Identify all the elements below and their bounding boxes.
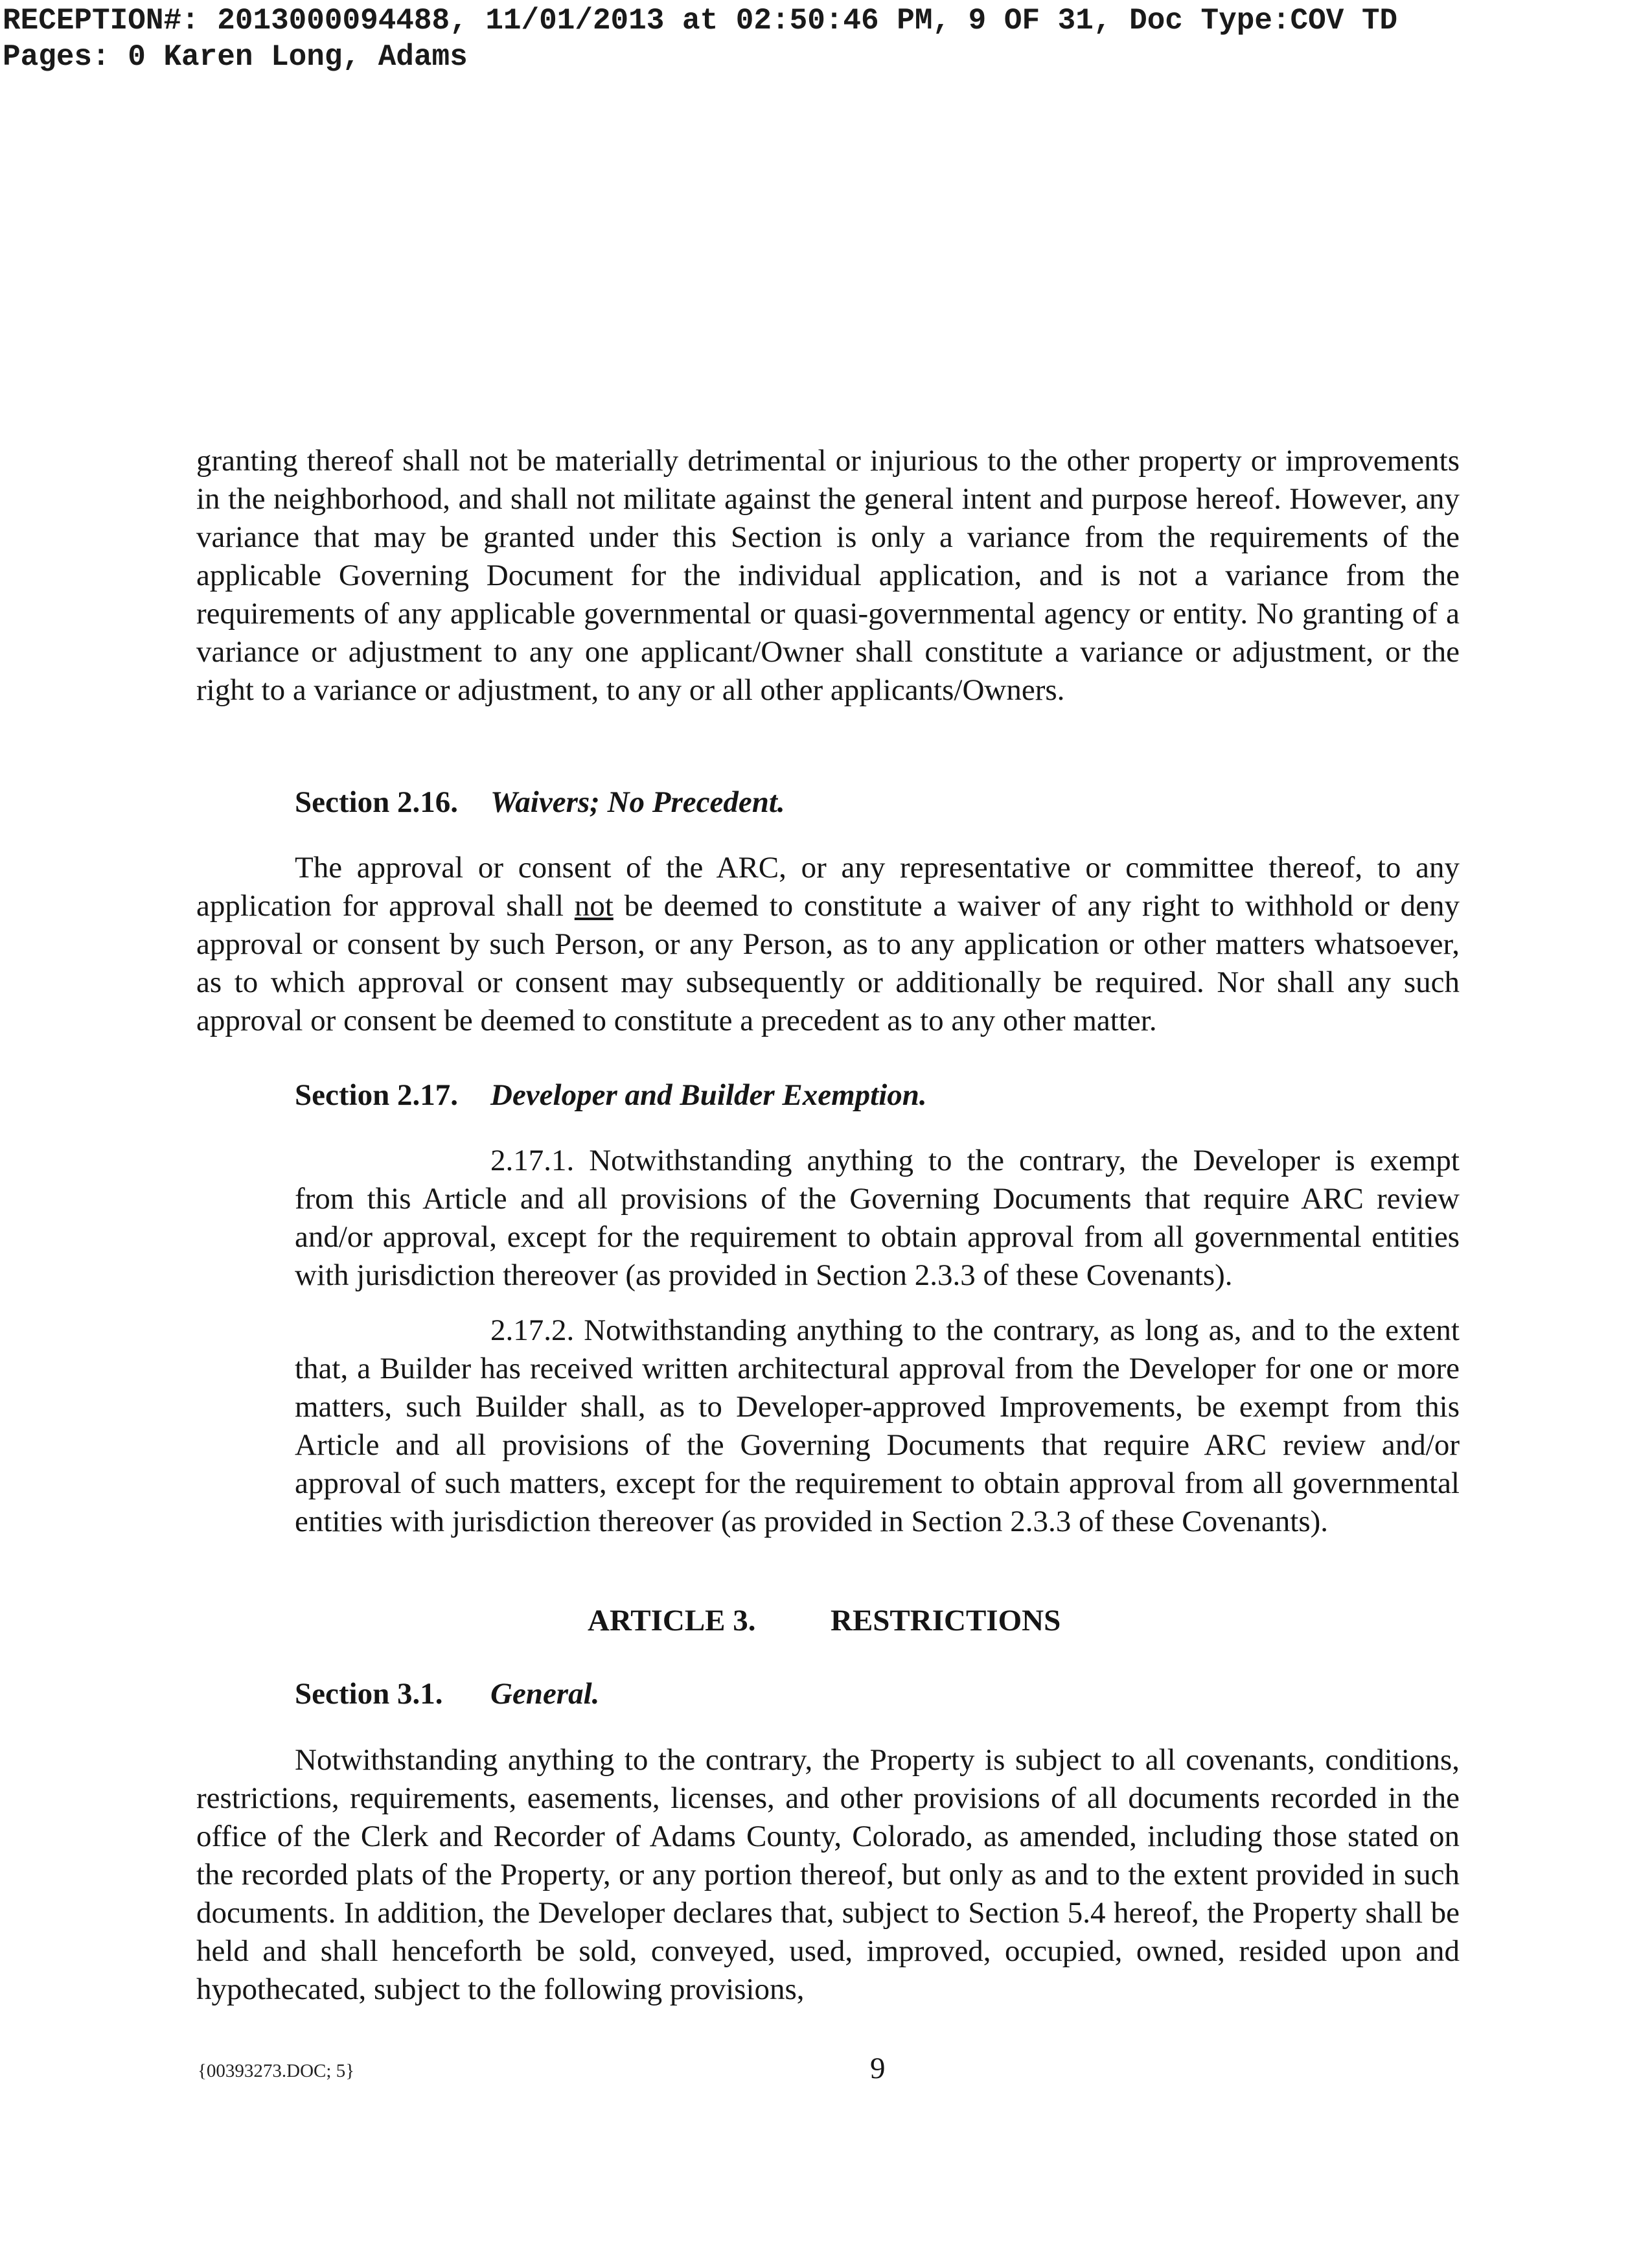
section-3-1-number: Section 3.1. [295,1677,443,1711]
section-2-16-heading [295,783,785,822]
recording-stamp-line-1: RECEPTION#: 2013000094488, 11/01/2013 at 02:50:46 PM, 9 OF 31, Doc Type:COV TD [3,4,1398,38]
subsection-2-17-2-paragraph [295,1312,1460,1541]
section-2-16-number: Section 2.16. [295,785,458,819]
section-2-16-title: Waivers; No Precedent. [490,785,785,819]
subsection-2-17-2-text: 2.17.2. Notwithstanding anything to the contrary, as long as, and to the extent that, a Builder has received written architectural approval from the Developer for one or more matters, such Builder shall, as to Developer-approved Improvements, be exempt from this Article and all provisions of the Governing Documents that require ARC review and/or approval of such matters, except for the requirement to obtain approval from all governmental entities with jurisdiction thereover (as provided in Section 2.3.3 of these Covenants). [295,1313,1460,1538]
section-2-16-text-part-2: be deemed to constitute a waiver of any right to withhold or deny approval or consent by such Person, or any Person, as to any application or other matters whatsoever, as to which approval or consent may subsequently or additionally be required. Nor shall any such approval or consent be deemed to constitute a precedent as to any other matter. [196,889,1460,1037]
section-2-16-text-part-1: The approval or consent of the ARC, or any representative or committee thereof, to any application for approval shall [196,851,1460,923]
section-3-1-text: Notwithstanding anything to the contrary, the Property is subject to all covenants, conditions, restrictions, requirements, easements, licenses, and other provisions of all documents recorded in the office of the Clerk and Recorder of Adams County, Colorado, as amended, including those stated on the recorded plats of the Property, or any portion thereof, but only as and to the extent provided in such documents. In addition, the Developer declares that, subject to Section 5.4 hereof, the Property shall be held and shall henceforth be sold, conveyed, used, improved, occupied, owned, resided upon and hypothecated, subject to the following provisions, [196,1743,1460,2006]
subsection-2-17-1-text: 2.17.1. Notwithstanding anything to the contrary, the Developer is exempt from this Article and all provisions of the Governing Documents that require ARC review and/or approval, except for the requirement to obtain approval from all governmental entities with jurisdiction thereover (as provided in Section 2.3.3 of these Covenants). [295,1144,1460,1292]
recording-stamp-header [3,3,1397,75]
section-3-1-title: General. [490,1677,600,1711]
section-2-17-title: Developer and Builder Exemption. [490,1078,927,1112]
page-number: 9 [870,2052,886,2085]
section-2-17-number: Section 2.17. [295,1078,458,1112]
section-3-1-paragraph [196,1741,1460,2009]
article-3-title: RESTRICTIONS [831,1604,1061,1637]
subsection-2-17-1-paragraph [295,1142,1460,1295]
section-2-17-heading [295,1076,927,1115]
section-2-16-underlined-word: not [574,889,614,923]
section-2-16-paragraph [196,849,1460,1040]
document-reference-footer: {00393273.DOC; 5} [198,2061,355,2081]
section-3-1-heading [295,1675,600,1713]
recording-stamp-line-2: Pages: 0 Karen Long, Adams [3,40,468,74]
continuation-paragraph: granting thereof shall not be materially detrimental or injurious to the other property or improvements in the neighborhood, and shall not militate against the general intent and purpose hereof. However, any variance that may be granted under this Section is only a variance from the requirements of the applicable Governing Document for the individual application, and is not a variance from the requirements of any applicable governmental or quasi-governmental agency or entity. No granting of a variance or adjustment to any one applicant/Owner shall constitute a variance or adjustment, or the right to a variance or adjustment, to any or all other applicants/Owners. [196,444,1460,707]
continuation-paragraph-block [196,442,1460,710]
article-3-label: ARTICLE 3. [588,1604,756,1637]
article-3-heading [588,1602,1061,1640]
